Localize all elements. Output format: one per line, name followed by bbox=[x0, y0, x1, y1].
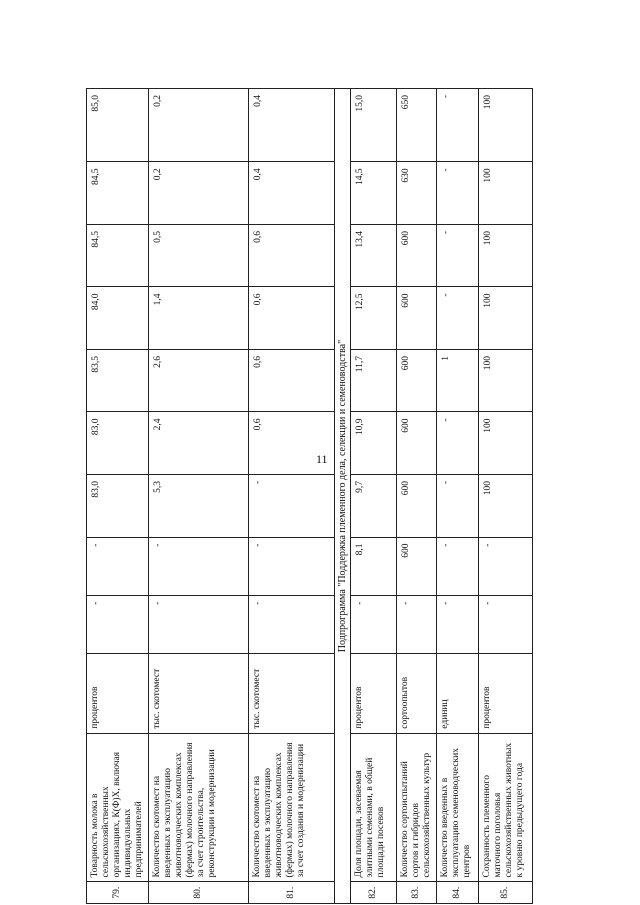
value-cell: 600 bbox=[397, 475, 437, 538]
indicator-name: Количество скотомест на введенных в эксплуатацию животноводческих комплексах (фермах) молочного направления за счет строительства, реконструкции и модернизации bbox=[149, 733, 249, 882]
value-cell: 12,5 bbox=[351, 287, 397, 350]
value-cell: 0,6 bbox=[249, 224, 335, 287]
row-number: 83. bbox=[397, 882, 437, 904]
value-cell: 600 bbox=[397, 287, 437, 350]
value-cell: 0,4 bbox=[249, 162, 335, 225]
value-cell: - bbox=[479, 595, 533, 653]
value-cell: 100 bbox=[479, 224, 533, 287]
value-cell: 5,3 bbox=[149, 475, 249, 538]
unit-cell: сортоопытов bbox=[397, 653, 437, 733]
value-cell: 11,7 bbox=[351, 349, 397, 412]
value-cell: 83,5 bbox=[87, 349, 149, 412]
row-number: 80. bbox=[149, 882, 249, 904]
value-cell: 1 bbox=[437, 349, 479, 412]
row-number: 85. bbox=[479, 882, 533, 904]
value-cell: 650 bbox=[397, 89, 437, 162]
rotated-table-container bbox=[86, 88, 526, 904]
value-cell: - bbox=[437, 595, 479, 653]
unit-cell: тыс. скотомест bbox=[249, 653, 335, 733]
value-cell: 100 bbox=[479, 89, 533, 162]
table-row bbox=[351, 89, 397, 904]
row-number: 81. bbox=[249, 882, 335, 904]
value-cell: 100 bbox=[479, 162, 533, 225]
value-cell: - bbox=[437, 537, 479, 595]
table-row bbox=[249, 89, 335, 904]
value-cell: 600 bbox=[397, 224, 437, 287]
subprogram-title: Подпрограмма "Поддержка племенного дела, селекции и семеноводства" bbox=[335, 89, 351, 904]
value-cell: 0,2 bbox=[149, 89, 249, 162]
value-cell: - bbox=[437, 475, 479, 538]
table-row bbox=[397, 89, 437, 904]
unit-cell: процентов bbox=[351, 653, 397, 733]
value-cell: 83,0 bbox=[87, 475, 149, 538]
value-cell: - bbox=[149, 537, 249, 595]
value-cell: 84,5 bbox=[87, 162, 149, 225]
value-cell: - bbox=[249, 595, 335, 653]
value-cell: - bbox=[437, 224, 479, 287]
value-cell: 13,4 bbox=[351, 224, 397, 287]
value-cell: 0,4 bbox=[249, 89, 335, 162]
value-cell: - bbox=[437, 162, 479, 225]
value-cell: 2,6 bbox=[149, 349, 249, 412]
value-cell: 85,0 bbox=[87, 89, 149, 162]
value-cell: - bbox=[397, 595, 437, 653]
value-cell: 0,6 bbox=[249, 287, 335, 350]
unit-cell: тыс. скотомест bbox=[149, 653, 249, 733]
value-cell: 0,6 bbox=[249, 412, 335, 475]
unit-cell: единиц bbox=[437, 653, 479, 733]
indicator-name: Товарность молока в сельскохозяйственных организациях, К(Ф)Х, включая индивидуальных предпринимателей bbox=[87, 733, 149, 882]
table-row bbox=[437, 89, 479, 904]
value-cell: 0,6 bbox=[249, 349, 335, 412]
value-cell: 9,7 bbox=[351, 475, 397, 538]
value-cell: 2,4 bbox=[149, 412, 249, 475]
row-number: 84. bbox=[437, 882, 479, 904]
value-cell: 15,0 bbox=[351, 89, 397, 162]
value-cell: - bbox=[437, 287, 479, 350]
value-cell: - bbox=[437, 412, 479, 475]
value-cell: 100 bbox=[479, 349, 533, 412]
indicator-name: Количество введенных в эксплуатацию семеноводческих центров bbox=[437, 733, 479, 882]
value-cell: - bbox=[87, 537, 149, 595]
page-number: 11 bbox=[316, 452, 328, 466]
value-cell: 0,5 bbox=[149, 224, 249, 287]
table-row bbox=[149, 89, 249, 904]
row-number: 82. bbox=[351, 882, 397, 904]
value-cell: - bbox=[437, 89, 479, 162]
value-cell: 84,5 bbox=[87, 224, 149, 287]
value-cell: 10,9 bbox=[351, 412, 397, 475]
indicator-name: Сохранность племенного маточного поголовья сельскохозяйственных животных к уровню предыдущего года bbox=[479, 733, 533, 882]
value-cell: 630 bbox=[397, 162, 437, 225]
table-row bbox=[479, 89, 533, 904]
value-cell: 0,2 bbox=[149, 162, 249, 225]
value-cell: 600 bbox=[397, 349, 437, 412]
indicators-table bbox=[86, 88, 533, 904]
value-cell: - bbox=[351, 595, 397, 653]
value-cell: - bbox=[249, 475, 335, 538]
unit-cell: процентов bbox=[87, 653, 149, 733]
value-cell: 600 bbox=[397, 537, 437, 595]
value-cell: 83,0 bbox=[87, 412, 149, 475]
value-cell: 84,0 bbox=[87, 287, 149, 350]
table-row bbox=[87, 89, 149, 904]
value-cell: - bbox=[479, 537, 533, 595]
unit-cell: процентов bbox=[479, 653, 533, 733]
value-cell: 1,4 bbox=[149, 287, 249, 350]
value-cell: - bbox=[87, 595, 149, 653]
indicator-name: Доля площади, засеваемая элитными семенами, в общей площади посевов bbox=[351, 733, 397, 882]
indicator-name: Количество скотомест на введенных в эксплуатацию животноводческих комплексах (фермах) молочного направления за счет создания и модернизации bbox=[249, 733, 335, 882]
value-cell: 100 bbox=[479, 287, 533, 350]
value-cell: 600 bbox=[397, 412, 437, 475]
value-cell: 14,5 bbox=[351, 162, 397, 225]
value-cell: 100 bbox=[479, 412, 533, 475]
value-cell: 100 bbox=[479, 475, 533, 538]
value-cell: 8,1 bbox=[351, 537, 397, 595]
indicator-name: Количество сортоиспытаний сортов и гибридов сельскохозяйственных культур bbox=[397, 733, 437, 882]
value-cell: - bbox=[249, 537, 335, 595]
value-cell: - bbox=[149, 595, 249, 653]
row-number: 79. bbox=[87, 882, 149, 904]
